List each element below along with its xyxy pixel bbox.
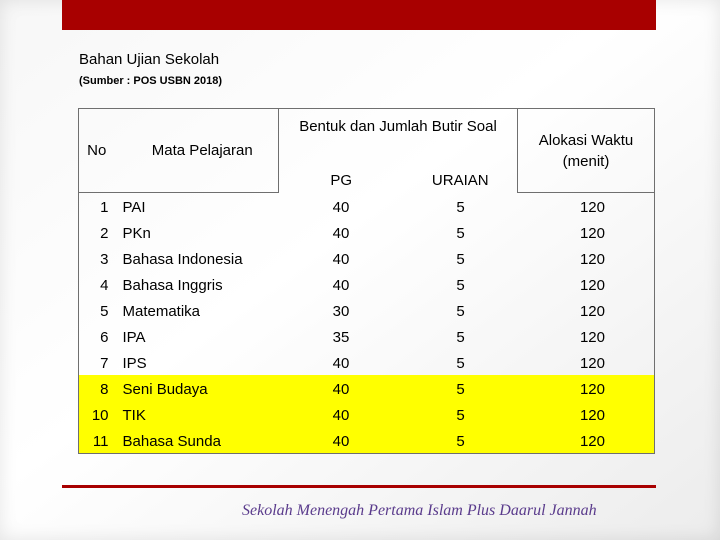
- cell-subject: Seni Budaya: [115, 375, 279, 401]
- table-row: [79, 427, 655, 454]
- cell-no: 5: [79, 297, 115, 323]
- cell-pg: 40: [332, 225, 350, 242]
- cell-no: 10: [79, 401, 115, 427]
- cell-uraian: 5: [456, 355, 465, 372]
- cell-uraian: 5: [404, 401, 518, 427]
- top-accent-bar: [62, 0, 656, 30]
- cell-uraian: 5: [404, 375, 518, 401]
- header-time-allocation-line1: Alokasi Waktu: [538, 131, 634, 149]
- cell-time-allocation: 120: [518, 297, 655, 323]
- cell-pg: 40: [332, 251, 350, 268]
- document-source: (Sumber : POS USBN 2018): [79, 75, 223, 87]
- cell-time-allocation: 120: [518, 375, 655, 401]
- cell-uraian: 5: [456, 251, 465, 268]
- cell-uraian: 5: [456, 225, 465, 242]
- table-row: [79, 245, 655, 271]
- header-time-allocation: [518, 109, 655, 193]
- cell-no: 8: [79, 375, 115, 401]
- cell-time-allocation: 120: [518, 323, 655, 349]
- cell-no: 11: [79, 427, 115, 454]
- cell-subject: Matematika: [122, 303, 201, 320]
- cell-pg: 30: [332, 303, 350, 320]
- cell-uraian: 5: [456, 329, 465, 346]
- cell-uraian: 5: [456, 199, 465, 216]
- cell-pg: 40: [279, 401, 404, 427]
- table-body: [79, 193, 655, 454]
- header-pg: PG: [279, 150, 404, 193]
- cell-time-allocation: 120: [518, 427, 655, 454]
- cell-subject: Bahasa Indonesia: [122, 251, 243, 268]
- footer-accent-rule: [62, 485, 656, 488]
- document-title: Bahan Ujian Sekolah: [79, 51, 220, 68]
- cell-uraian: 5: [456, 277, 465, 294]
- header-uraian: URAIAN: [404, 150, 518, 193]
- cell-time-allocation: 120: [518, 219, 655, 245]
- cell-subject: PAI: [122, 199, 146, 216]
- cell-pg: 40: [332, 199, 350, 216]
- cell-no: 3: [79, 245, 115, 271]
- cell-time-allocation: 120: [518, 271, 655, 297]
- cell-no: 7: [79, 349, 115, 375]
- cell-no: 1: [79, 193, 115, 220]
- cell-subject: PKn: [122, 225, 151, 242]
- cell-pg: 40: [279, 427, 404, 454]
- cell-time-allocation: 120: [518, 349, 655, 375]
- cell-no: 4: [79, 271, 115, 297]
- cell-subject: IPA: [122, 329, 146, 346]
- header-subject: Mata Pelajaran: [115, 109, 279, 193]
- cell-uraian: 5: [404, 427, 518, 454]
- table-row: [79, 193, 655, 220]
- header-question-form: Bentuk dan Jumlah Butir Soal: [279, 109, 518, 150]
- exam-subjects-table: [78, 108, 655, 454]
- cell-subject: IPS: [122, 355, 147, 372]
- cell-pg: 35: [332, 329, 350, 346]
- cell-pg: 40: [332, 355, 350, 372]
- table-row: [79, 219, 655, 245]
- cell-time-allocation: 120: [518, 193, 655, 220]
- cell-subject: Bahasa Inggris: [122, 277, 223, 294]
- table-row: [79, 323, 655, 349]
- table-row: [79, 297, 655, 323]
- cell-pg: 40: [332, 277, 350, 294]
- table-row: [79, 271, 655, 297]
- cell-subject: Bahasa Sunda: [115, 427, 279, 454]
- cell-time-allocation: 120: [518, 245, 655, 271]
- cell-time-allocation: 120: [518, 401, 655, 427]
- cell-uraian: 5: [456, 303, 465, 320]
- header-no: No: [79, 109, 115, 193]
- table-row: [79, 401, 655, 427]
- cell-subject: TIK: [115, 401, 279, 427]
- table-container: [78, 108, 654, 450]
- cell-pg: 40: [279, 375, 404, 401]
- table-row: [79, 349, 655, 375]
- table-row: [79, 375, 655, 401]
- header-time-allocation-line2: (menit): [562, 152, 610, 170]
- cell-no: 6: [79, 323, 115, 349]
- cell-no: 2: [79, 219, 115, 245]
- footer-school-name: Sekolah Menengah Pertama Islam Plus Daarul Jannah: [242, 502, 597, 519]
